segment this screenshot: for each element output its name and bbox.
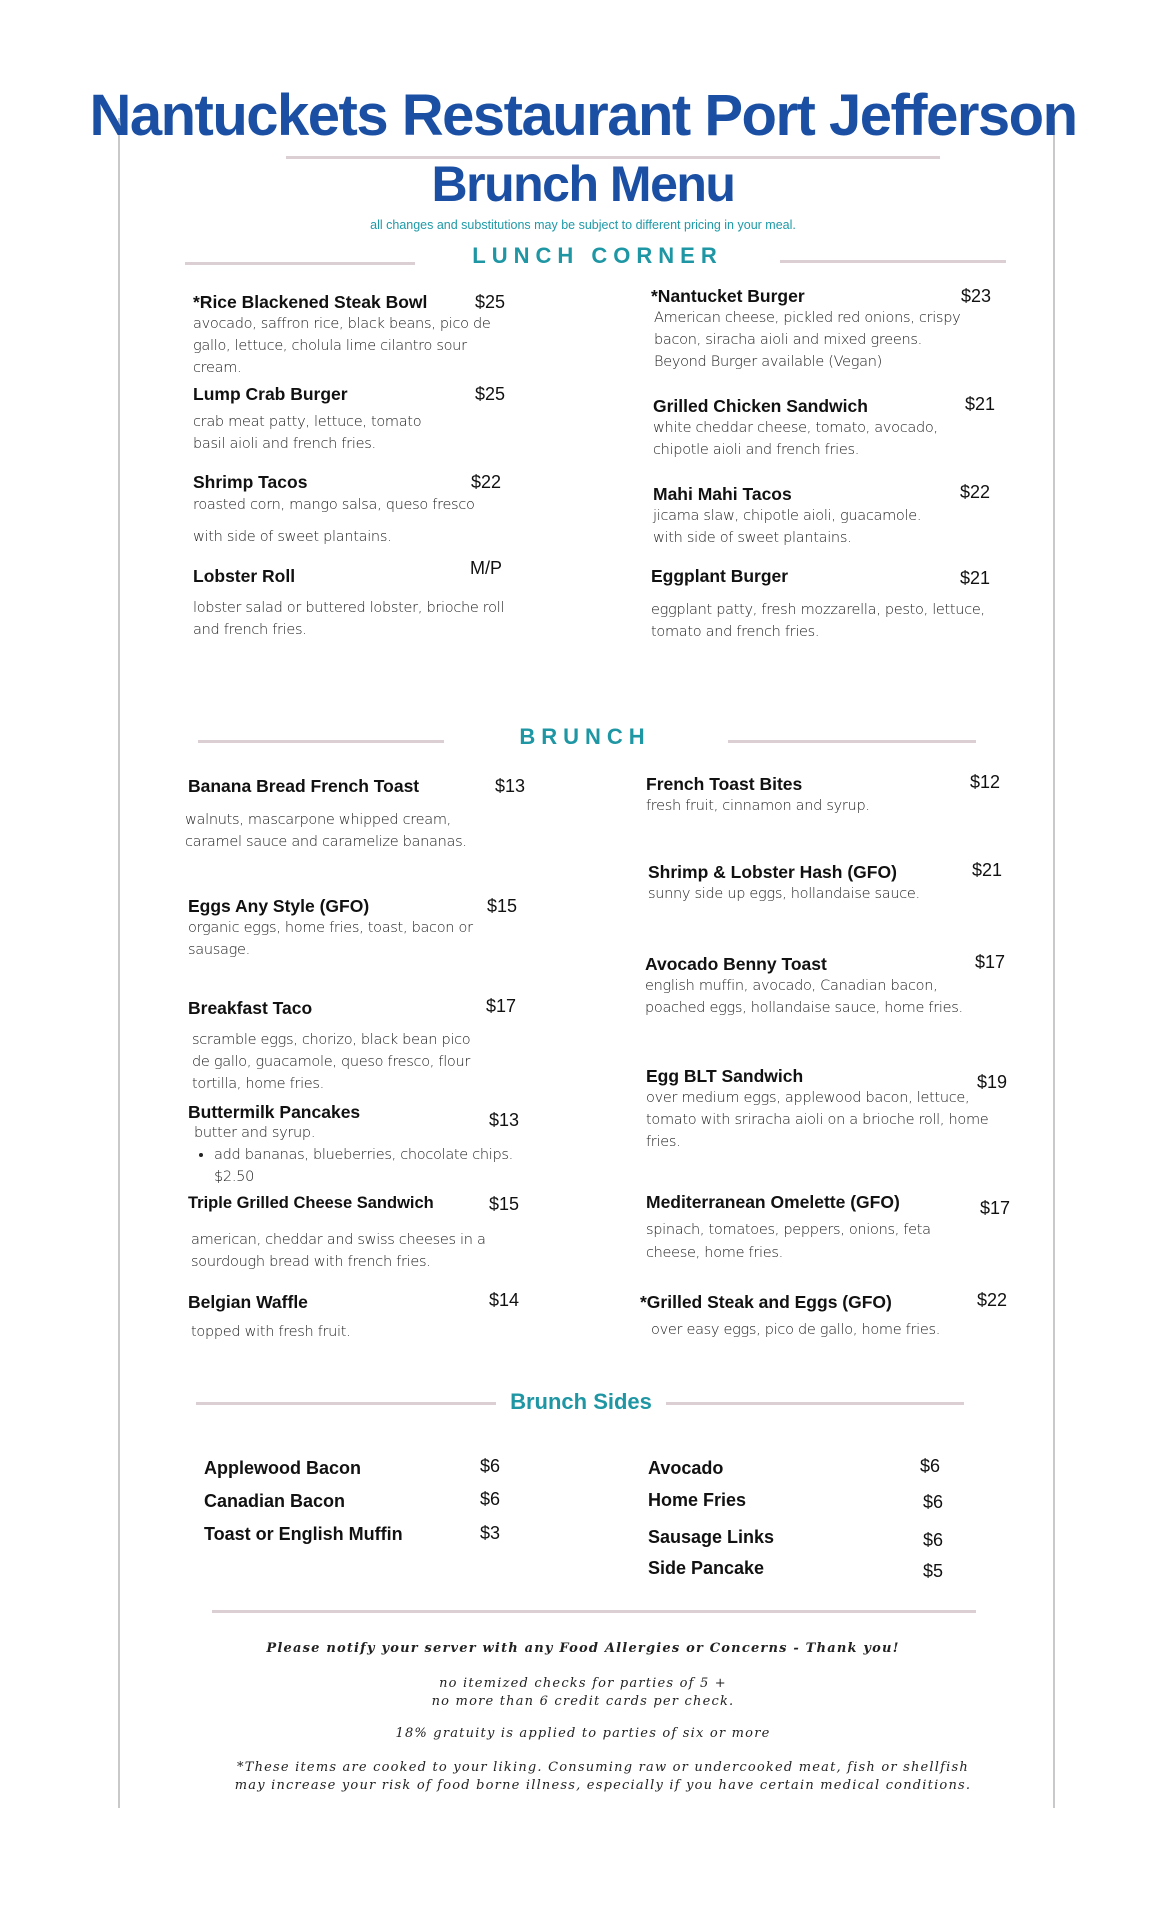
raw-food-warning-line2: may increase your risk of food borne illness, especially if you have certain medical conditions. bbox=[234, 1778, 972, 1793]
itemized-checks-notice: no itemized checks for parties of 5 + bbox=[439, 1676, 727, 1691]
side-item-name: Avocado bbox=[648, 1458, 724, 1478]
item-price: $15 bbox=[489, 1194, 520, 1214]
item-name: Lobster Roll bbox=[193, 566, 296, 586]
side-item-price: $6 bbox=[480, 1489, 501, 1509]
item-price: $17 bbox=[486, 996, 517, 1016]
side-item-price: $3 bbox=[480, 1523, 501, 1543]
menu-item bbox=[188, 998, 528, 1095]
item-description: organic eggs, home fries, toast, bacon or sausage. bbox=[188, 920, 473, 958]
item-name: Avocado Benny Toast bbox=[645, 954, 827, 974]
item-description bbox=[188, 1123, 524, 1188]
pricing-note: all changes and substitutions may be subject to different pricing in your meal. bbox=[370, 218, 796, 232]
item-price: $22 bbox=[471, 472, 502, 492]
menu-item bbox=[653, 484, 993, 549]
item-name: Grilled Chicken Sandwich bbox=[653, 396, 868, 416]
item-price: $17 bbox=[975, 952, 1006, 972]
item-name: Breakfast Taco bbox=[188, 998, 313, 1018]
item-description: roasted corn, mango salsa, queso fresco with side of sweet plantains. bbox=[193, 497, 475, 545]
sides-section-title: Brunch Sides bbox=[510, 1389, 652, 1414]
raw-food-warning-line1: *These items are cooked to your liking. Consuming raw or undercooked meat, fish or shellfish bbox=[237, 1760, 969, 1775]
menu-item bbox=[193, 384, 513, 455]
item-name: Buttermilk Pancakes bbox=[188, 1102, 361, 1122]
menu-item bbox=[648, 862, 1008, 905]
item-description: eggplant patty, fresh mozzarella, pesto, lettuce, tomato and french fries. bbox=[651, 602, 985, 640]
item-price: $25 bbox=[475, 384, 506, 404]
side-item-name: Toast or English Muffin bbox=[204, 1524, 403, 1544]
brunch-divider-left bbox=[198, 740, 444, 743]
item-name: Mahi Mahi Tacos bbox=[653, 484, 792, 504]
item-name: Mediterranean Omelette (GFO) bbox=[646, 1192, 900, 1212]
item-description: topped with fresh fruit. bbox=[191, 1324, 351, 1340]
item-price: $13 bbox=[495, 776, 526, 796]
menu-title: Brunch Menu bbox=[431, 156, 735, 212]
side-item-name: Applewood Bacon bbox=[204, 1458, 361, 1478]
sides-divider-left bbox=[196, 1402, 496, 1405]
item-name: Egg BLT Sandwich bbox=[646, 1066, 804, 1086]
item-description: american, cheddar and swiss cheeses in a sourdough bread with french fries. bbox=[191, 1232, 486, 1270]
item-addon: • add bananas, blueberries, chocolate chips. $2.50 bbox=[214, 1144, 524, 1188]
item-name: Banana Bread French Toast bbox=[188, 776, 420, 796]
item-name: Shrimp Tacos bbox=[193, 472, 308, 492]
item-name: *Grilled Steak and Eggs (GFO) bbox=[640, 1292, 892, 1312]
item-price: $21 bbox=[960, 568, 991, 588]
menu-item bbox=[185, 776, 528, 853]
footer-divider bbox=[212, 1610, 976, 1613]
menu-item bbox=[651, 566, 991, 643]
allergy-notice: Please notify your server with any Food Allergies or Concerns - Thank you! bbox=[266, 1641, 900, 1656]
item-description: white cheddar cheese, tomato, avocado, chipotle aioli and french fries. bbox=[653, 420, 938, 458]
menu-item bbox=[646, 1192, 1011, 1265]
item-name: French Toast Bites bbox=[646, 774, 803, 794]
item-price: $22 bbox=[977, 1290, 1008, 1310]
side-item-name: Side Pancake bbox=[648, 1558, 765, 1578]
menu-item bbox=[188, 1102, 528, 1188]
item-name: Belgian Waffle bbox=[188, 1292, 308, 1312]
item-description: crab meat patty, lettuce, tomato basil aioli and french fries. bbox=[193, 414, 422, 452]
item-price: $21 bbox=[965, 394, 996, 414]
item-price: $12 bbox=[970, 772, 1001, 792]
item-description: lobster salad or buttered lobster, brioche roll and french fries. bbox=[193, 600, 505, 638]
item-price: M/P bbox=[470, 558, 503, 578]
brunch-divider-right bbox=[728, 740, 976, 743]
side-item-price: $6 bbox=[923, 1530, 944, 1550]
item-price: $17 bbox=[980, 1198, 1011, 1218]
sides-divider-right bbox=[666, 1402, 964, 1405]
item-description: over easy eggs, pico de gallo, home fries. bbox=[651, 1322, 941, 1338]
item-price: $15 bbox=[487, 896, 518, 916]
item-description: fresh fruit, cinnamon and syrup. bbox=[646, 798, 870, 814]
menu-item bbox=[193, 292, 513, 379]
side-item-name: Home Fries bbox=[648, 1490, 747, 1510]
menu-item bbox=[188, 1292, 528, 1343]
item-description: over medium eggs, applewood bacon, lettuce, tomato with sriracha aioli on a brioche roll, home fries. bbox=[646, 1090, 989, 1150]
item-name: Shrimp & Lobster Hash (GFO) bbox=[648, 862, 897, 882]
item-price: $13 bbox=[489, 1110, 520, 1130]
item-description: jicama slaw, chipotle aioli, guacamole. with side of sweet plantains. bbox=[653, 508, 922, 546]
brunch-section-title: BRUNCH bbox=[519, 724, 651, 749]
lunch-section-title: LUNCH CORNER bbox=[472, 243, 723, 268]
menu-item bbox=[640, 1292, 1010, 1341]
side-item-price: $6 bbox=[480, 1456, 501, 1476]
side-item-name: Canadian Bacon bbox=[204, 1491, 346, 1511]
right-border-line bbox=[1053, 118, 1055, 1808]
item-description: spinach, tomatoes, peppers, onions, feta cheese, home fries. bbox=[646, 1222, 931, 1261]
item-description: walnuts, mascarpone whipped cream, caramel sauce and caramelize bananas. bbox=[185, 812, 467, 850]
side-item-price: $5 bbox=[923, 1561, 944, 1581]
lunch-divider-left bbox=[185, 262, 415, 265]
item-price: $25 bbox=[475, 292, 506, 312]
item-price: $22 bbox=[960, 482, 991, 502]
item-name: *Rice Blackened Steak Bowl bbox=[193, 292, 428, 312]
side-item-price: $6 bbox=[923, 1492, 944, 1512]
item-price: $14 bbox=[489, 1290, 520, 1310]
menu-item bbox=[188, 896, 528, 961]
menu-item bbox=[651, 286, 991, 373]
item-name: Eggs Any Style (GFO) bbox=[188, 896, 370, 916]
item-description: avocado, saffron rice, black beans, pico de gallo, lettuce, cholula lime cilantro sour cream. bbox=[193, 316, 491, 376]
item-name: Eggplant Burger bbox=[651, 566, 789, 586]
item-name: *Nantucket Burger bbox=[651, 286, 805, 306]
lunch-divider-right bbox=[780, 260, 1006, 263]
menu-item bbox=[193, 558, 513, 641]
item-description: english muffin, avocado, Canadian bacon, poached eggs, hollandaise sauce, home fries. bbox=[645, 978, 963, 1016]
menu-item bbox=[646, 774, 1006, 817]
item-description-text: butter and syrup. bbox=[194, 1125, 316, 1141]
gratuity-notice: 18% gratuity is applied to parties of six or more bbox=[395, 1726, 771, 1741]
item-price: $19 bbox=[977, 1072, 1008, 1092]
item-name: Triple Grilled Cheese Sandwich bbox=[188, 1194, 434, 1212]
restaurant-name: Nantuckets Restaurant Port Jefferson bbox=[89, 83, 1077, 148]
item-price: $21 bbox=[972, 860, 1003, 880]
item-description: sunny side up eggs, hollandaise sauce. bbox=[648, 886, 920, 902]
item-description: American cheese, pickled red onions, crispy bacon, siracha aioli and mixed greens. Beyond Burger available (Vegan) bbox=[654, 310, 961, 370]
menu-item bbox=[188, 1194, 528, 1273]
menu-item bbox=[193, 472, 513, 553]
menu-item bbox=[653, 394, 996, 461]
menu-item bbox=[645, 954, 1005, 1019]
menu-item bbox=[646, 1066, 1006, 1153]
credit-card-notice: no more than 6 credit cards per check. bbox=[431, 1694, 735, 1709]
item-price: $23 bbox=[961, 286, 992, 306]
item-description: scramble eggs, chorizo, black bean pico de gallo, guacamole, queso fresco, flour tortilla, home fries. bbox=[192, 1032, 471, 1092]
item-name: Lump Crab Burger bbox=[193, 384, 348, 404]
left-border-line bbox=[118, 118, 120, 1808]
side-item-name: Sausage Links bbox=[648, 1527, 775, 1547]
side-item-price: $6 bbox=[920, 1456, 941, 1476]
